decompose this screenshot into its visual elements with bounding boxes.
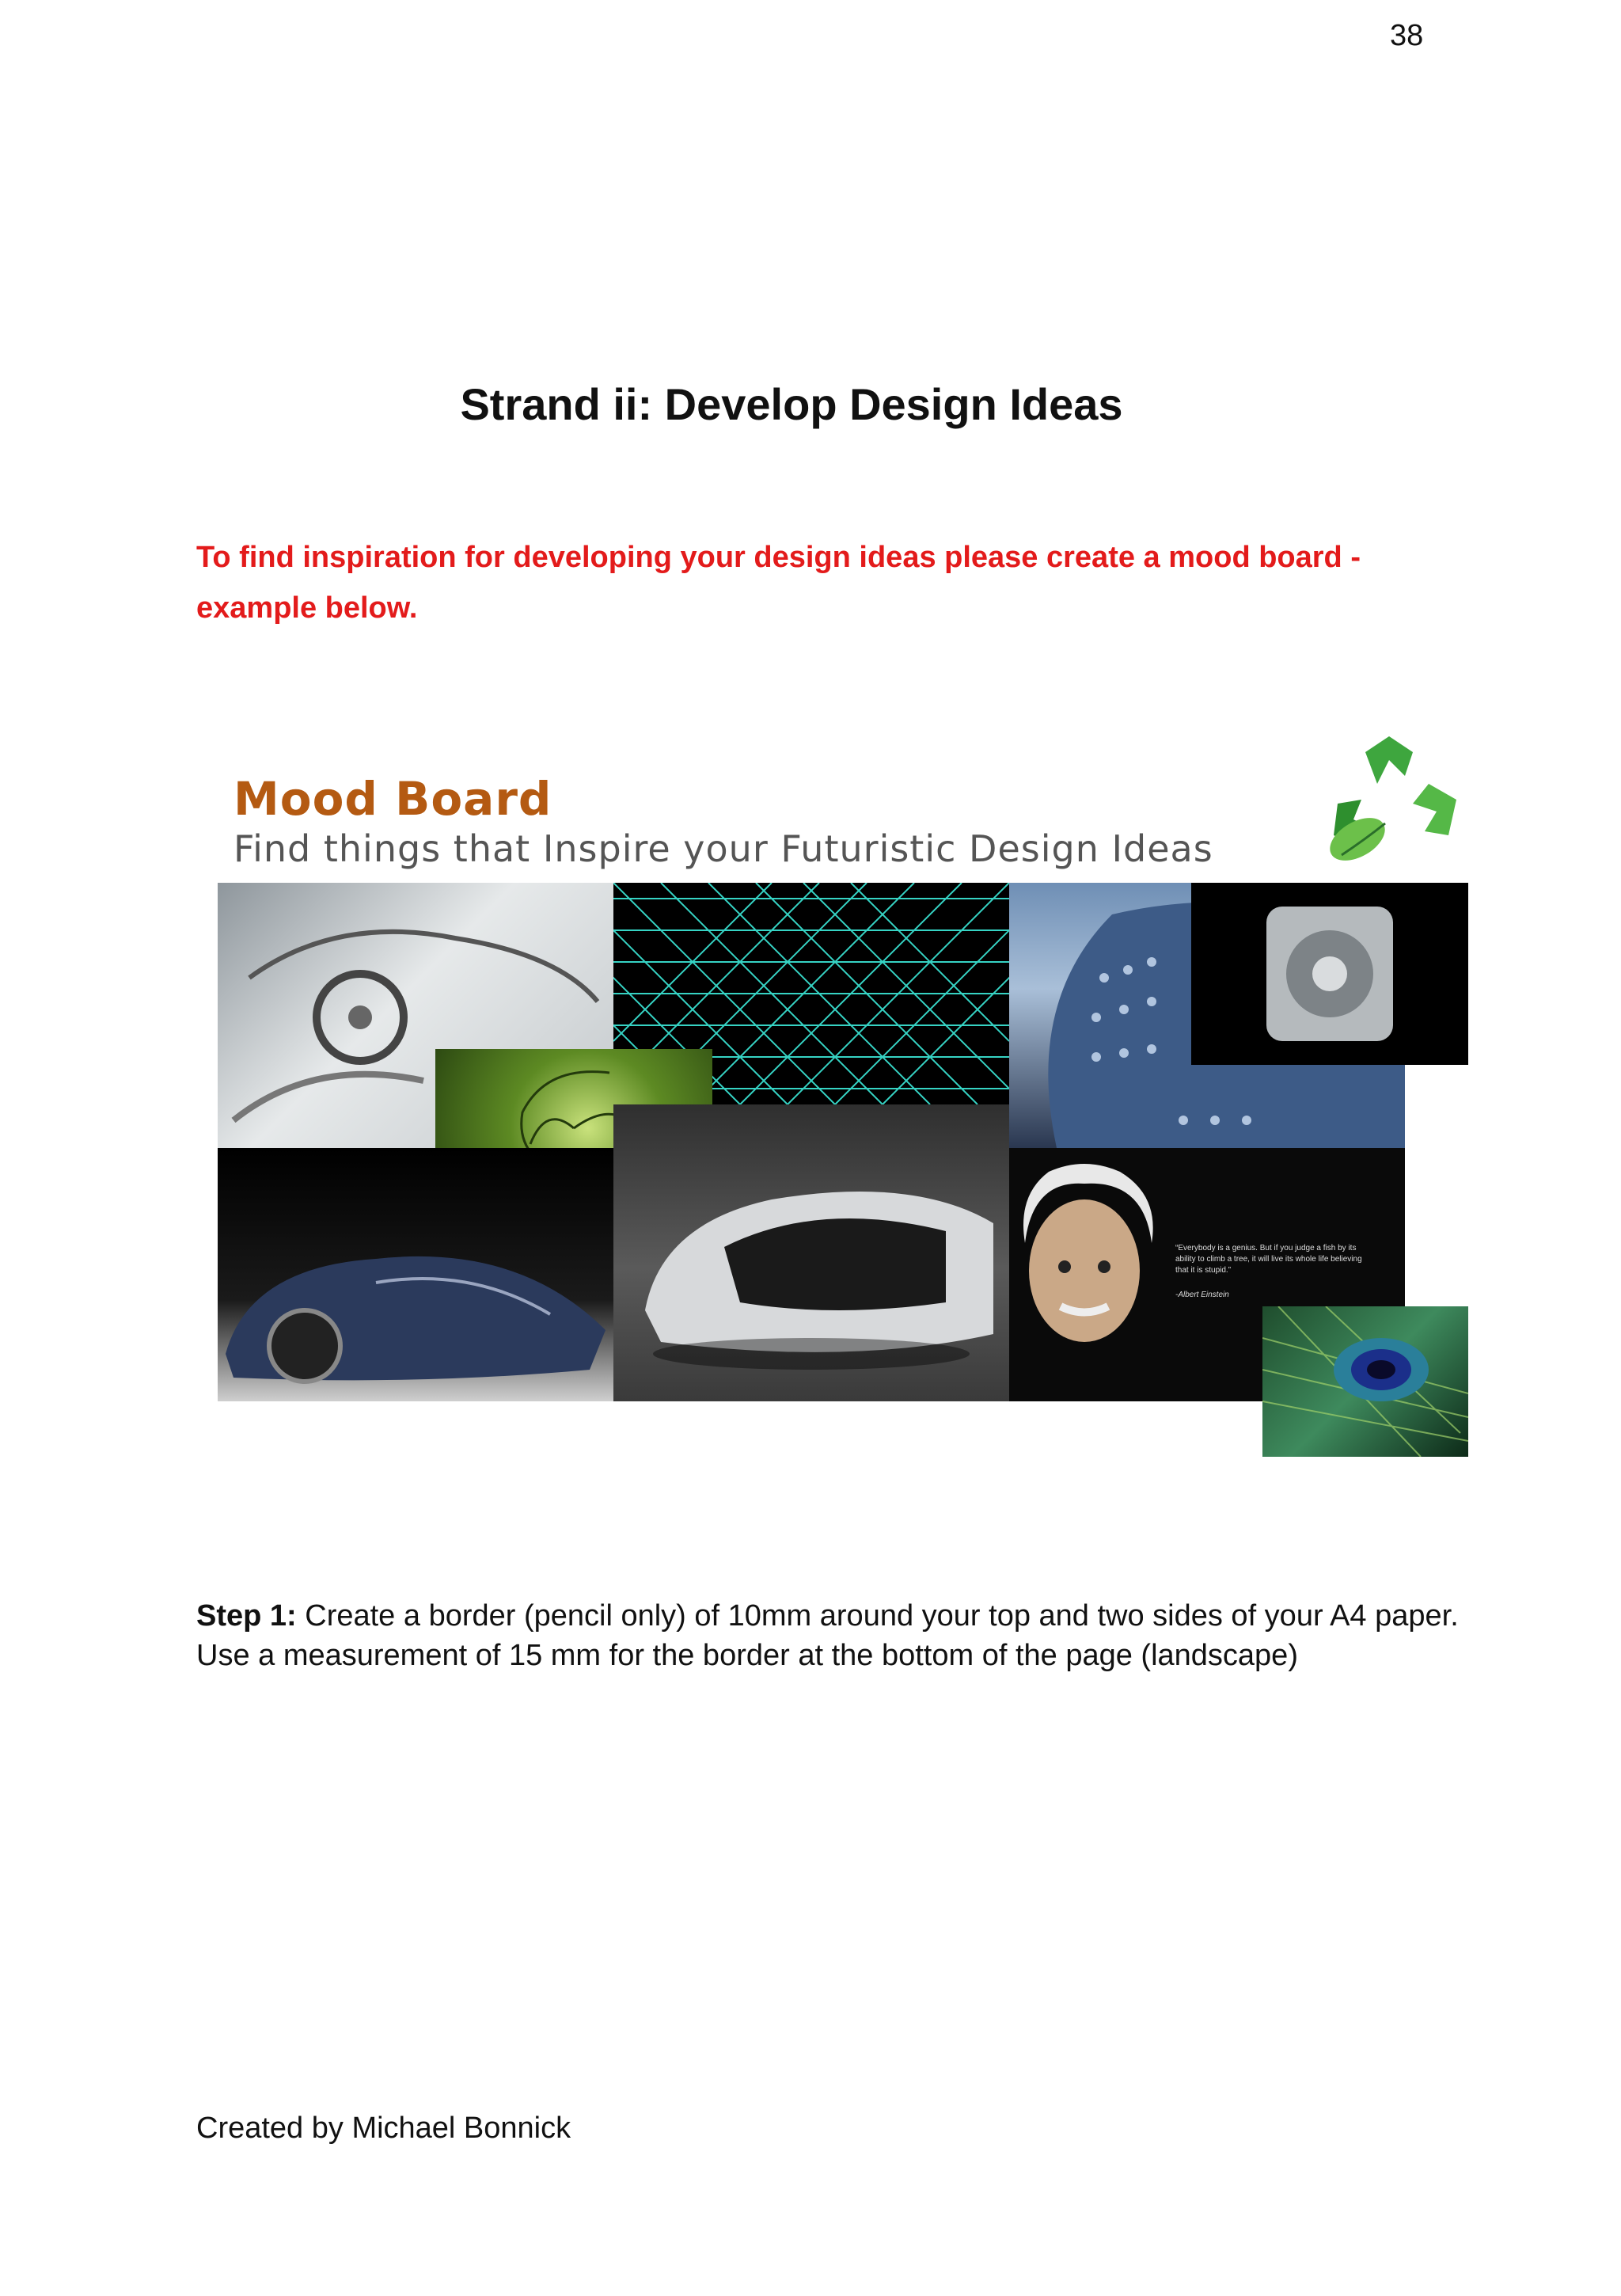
page-title: Strand ii: Develop Design Ideas [460,379,1123,429]
intro-instruction: To find inspiration for developing your design ideas please create a mood board - example below. [196,541,1361,625]
mood-board-image [218,724,1468,1457]
peacock-feather-image [1262,1306,1468,1457]
engine-image [1191,883,1468,1065]
footer-credit: Created by Michael Bonnick [196,2112,571,2145]
step-1-instruction [196,1596,1463,1675]
einstein-quote-author: -Albert Einstein [1175,1291,1229,1299]
page-number: 38 [1390,19,1424,52]
step-1-label: Step 1: [196,1599,297,1633]
einstein-quote: “Everybody is a genius. But if you judge a fish by its ability to climb a tree, it will live its whole life believing that it is stupid.” [1175,1244,1362,1275]
mood-board-header [218,724,1468,883]
concept-car-dark-image [218,1148,613,1401]
mood-board-title: Mood Board [233,772,552,826]
step-1-text: Create a border (pencil only) of 10mm around your top and two sides of your A4 paper. Use a measurement of 15 mm for the border at the bottom of the page (landscape) [196,1599,1459,1672]
concept-car-street-image [613,1104,1009,1401]
recycle-icon [1310,728,1468,883]
mood-board-subtitle: Find things that Inspire your Futuristic Design Ideas [233,827,1213,870]
